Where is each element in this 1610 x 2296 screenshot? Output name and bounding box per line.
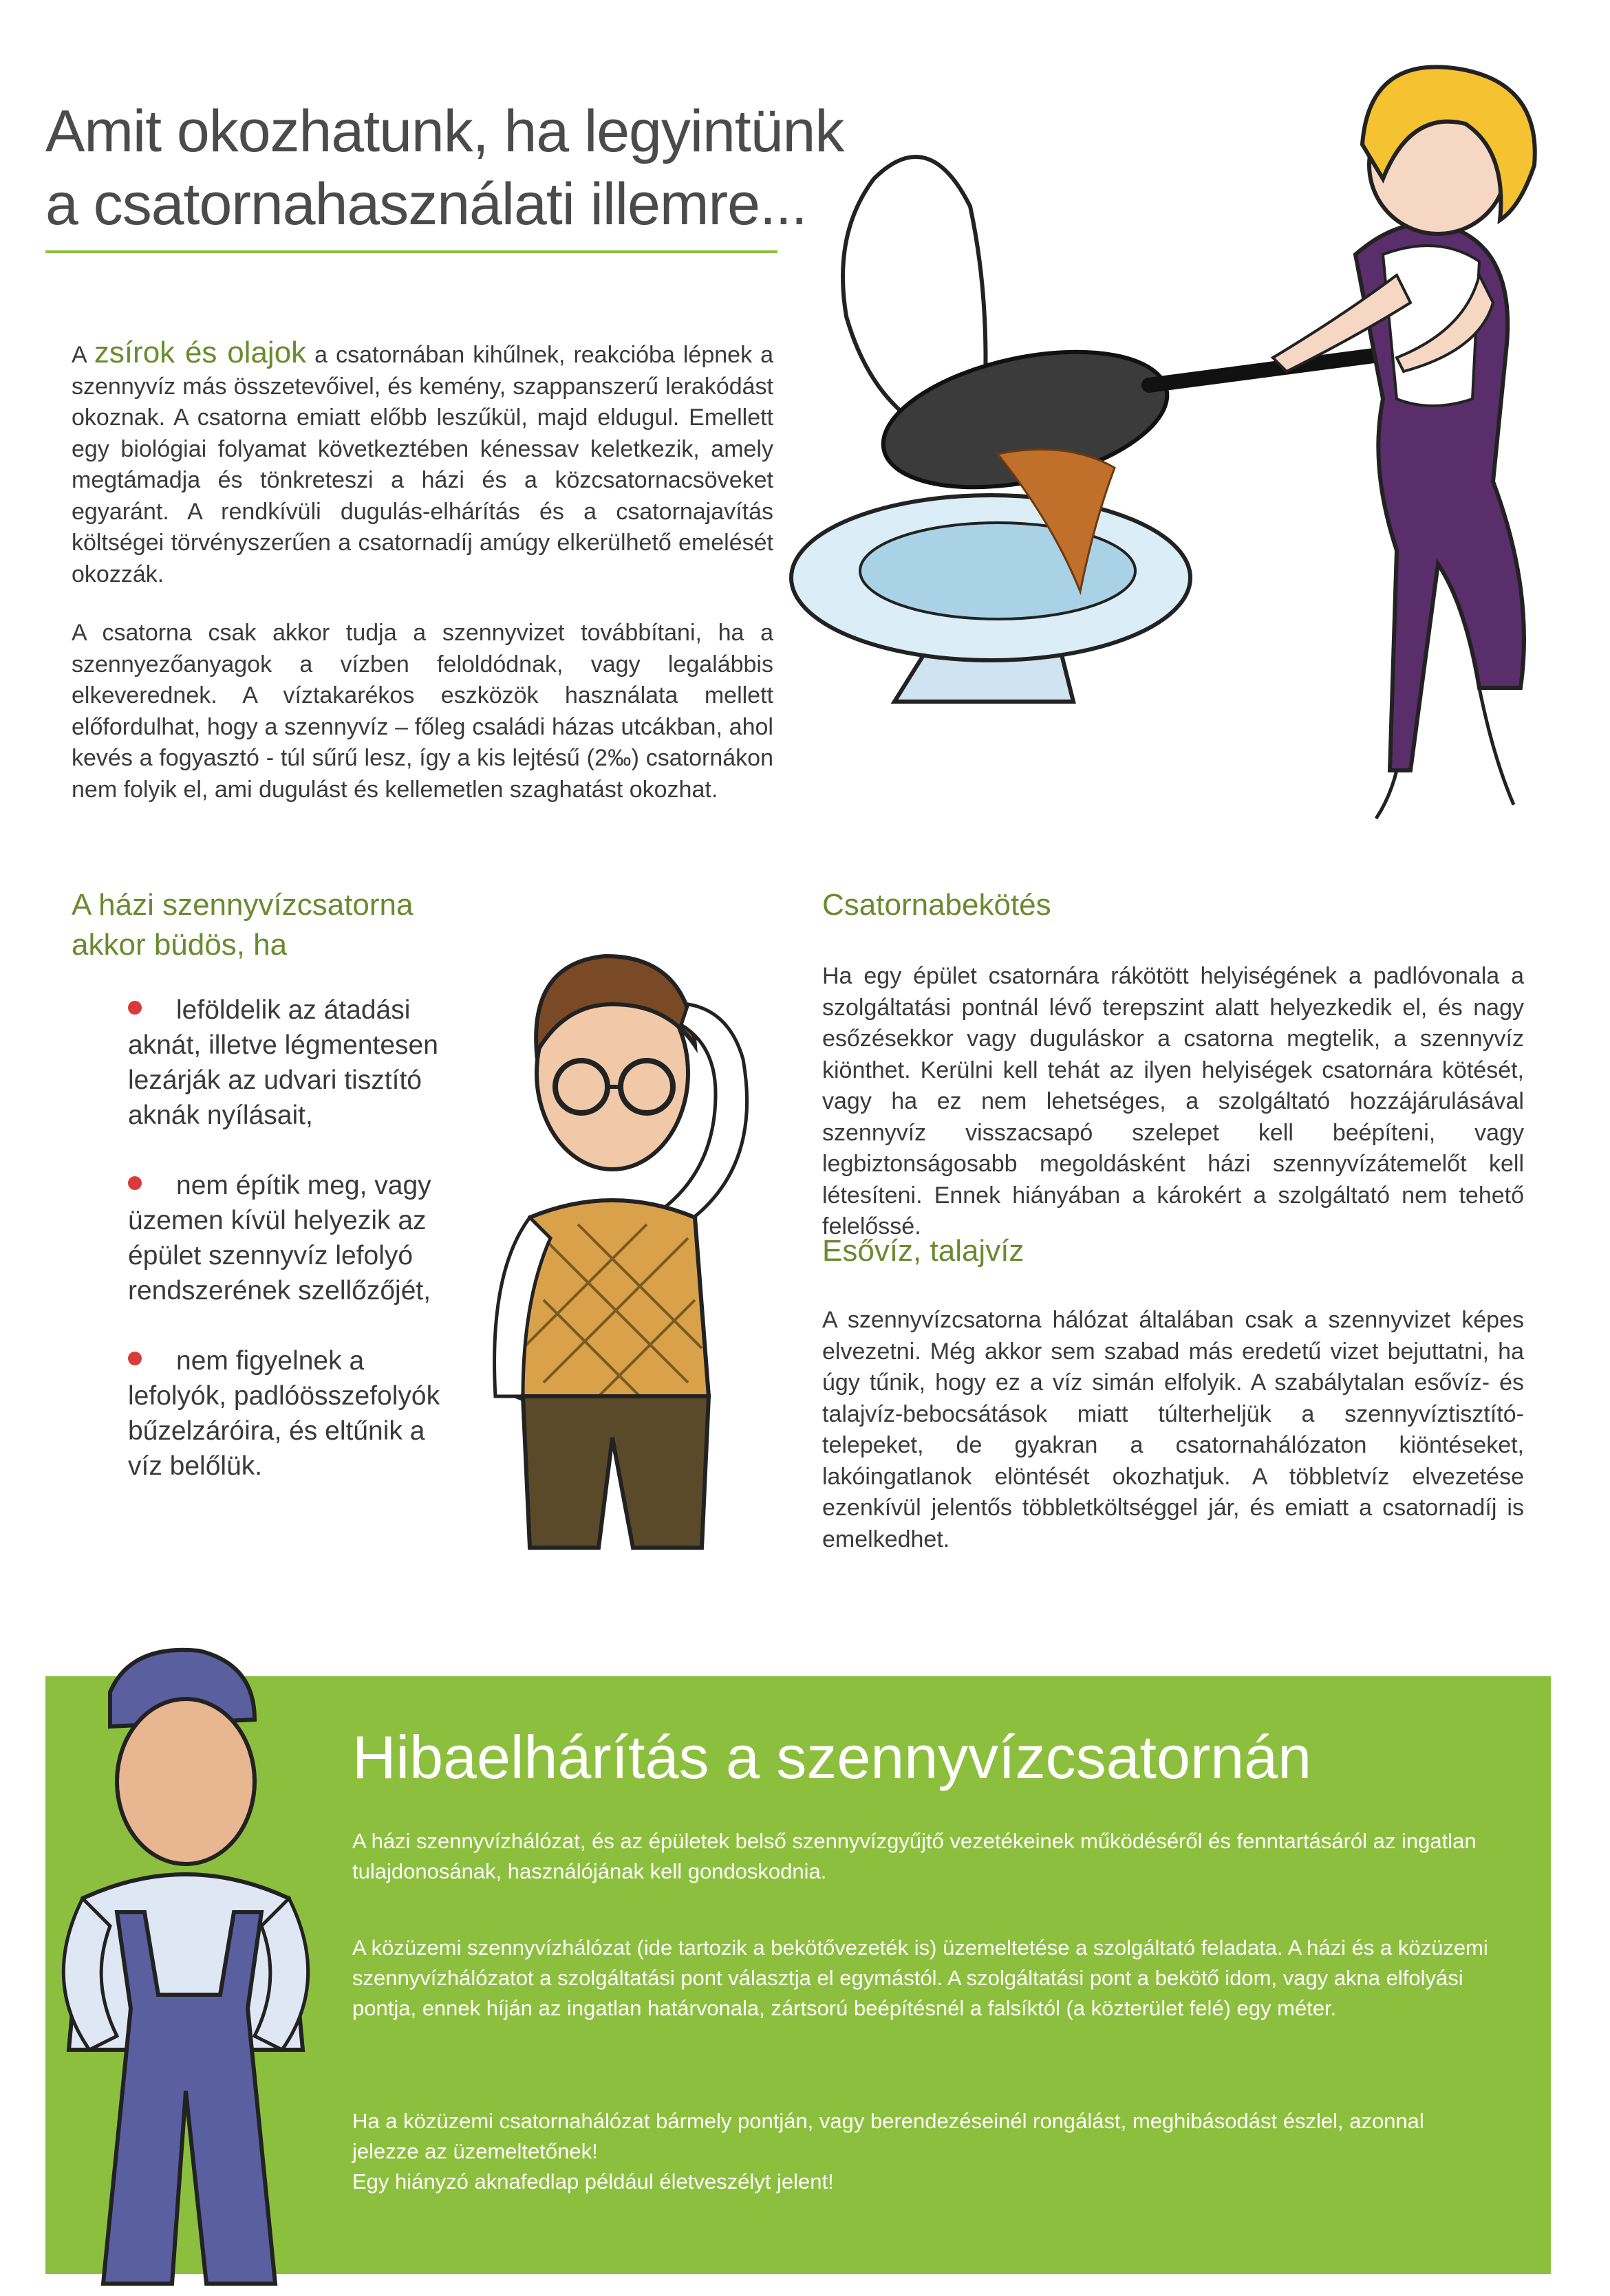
woman-toilet-illustration	[791, 28, 1582, 839]
page-title-line2: a csatornahasználati illemre...	[45, 171, 807, 237]
troubleshooting-heading: Hibaelhárítás a szennyvízcsatornán	[352, 1723, 1312, 1791]
intro-highlight: zsírok és olajok	[94, 336, 307, 369]
rain-heading: Esővíz, talajvíz	[822, 1234, 1024, 1268]
intro-paragraph-1	[72, 337, 773, 590]
smell-heading	[72, 885, 498, 965]
list-item	[128, 993, 451, 1133]
troubleshooting-paragraph-2: A közüzemi szennyvízhálózat (ide tartozik a bekötővezeték is) üzemeltetése a szolgáltató feladata. A házi és a közüzemi szennyvízhálózatot a szolgáltatási pont választja el egymástól. A szolgáltatási pont a bekötő idom, vagy akna elfolyási pontja, ennek híján az ingatlan határvonala, zártsorú beépítésnél a falsíktól (a közterület felé) egy méter.	[352, 1936, 1488, 2020]
intro-rest: a csatornában kihűlnek, reakcióba lépnek a szennyvíz más összetevőivel, és kemény, szappanszerű lerakódást okoznak. A csatorna emiatt előbb leszűkül, majd eldugul. Emellett egy biológiai folyamat következtében kénessav keletkezik, amely megtámadja és tönkreteszi a házi és a közcsatornacsöveket egyaránt. A rendkívüli dugulás-elhárítás és a csatornajavítás költségei törvényszerűen a csatornadíj amúgy elkerülhető emelését okozzák.	[72, 342, 773, 587]
smell-bullet-list	[128, 993, 451, 1519]
intro-paragraph-2: A csatorna csak akkor tudja a szennyvizet továbbítani, ha a szennyezőanyagok a vízben feloldódnak, vagy legalábbis elkeverednek. A víztakarékos eszközök használata mellett előfordulhat, hogy a szennyvíz – főleg családi házas utcákban, ahol kevés a fogyasztó - túl sűrű lesz, így a kis lejtésű (2‰) csatornákon nem folyik el, ami dugulást és kellemetlen szaghatást okozhat.	[72, 620, 773, 803]
bullet-text: leföldelik az átadási aknát, illetve légmentesen lezárják az udvari tisztító aknák nyílásait,	[128, 995, 438, 1130]
troubleshooting-paragraph-1: A házi szennyvízhálózat, és az épületek belső szennyvízgyűjtő vezetékeinek működéséről és fenntartásáról az ingatlan tulajdonosának, használójának kell gondoskodnia.	[352, 1829, 1477, 1883]
bullet-text: nem építik meg, vagy üzemen kívül helyezik az épület szennyvíz lefolyó rendszerének szellőzőjét,	[128, 1171, 431, 1306]
puzzled-man-illustration	[440, 915, 798, 1568]
list-item	[128, 1343, 451, 1484]
bullet-dot-icon	[128, 1176, 142, 1190]
troubleshooting-p3-line1: Ha a közüzemi csatornahálózat bármely pontján, vagy berendezéseinél rongálást, meghibásodást észlel, azonnal jelezze az üzemeltetőnek!	[352, 2109, 1424, 2163]
bullet-text: nem figyelnek a lefolyók, padlóösszefolyók bűzelzáróira, és eltűnik a víz belőlük.	[128, 1346, 440, 1481]
bullet-dot-icon	[128, 1352, 142, 1365]
smell-heading-line2: akkor büdös, ha	[72, 928, 288, 962]
title-underline	[45, 250, 777, 253]
page-title-line1: Amit okozhatunk, ha legyintünk	[45, 98, 844, 164]
connection-paragraph: Ha egy épület csatornára rákötött helyiségének a padlóvonala a szolgáltatási pontnál lévő terepszint alatt helyezkedik el, és nagy esőzésekkor vagy duguláskor a csatorna megtelik, a szennyvíz kiönthet. Kerülni kell tehát az ilyen helyiségek csatornára kötését, vagy ha ez nem lehetséges, a szolgáltató hozzájárulásával szennyvíz visszacsapó szelepet kell beépíteni, vagy legbiztonságosabb megoldásként házi szennyvízátemelőt kell létesíteni. Ennek hiányában a károkért a szolgáltató nem tehető felelőssé.	[822, 963, 1524, 1239]
rain-paragraph: A szennyvízcsatorna hálózat általában csak a szennyvizet képes elvezetni. Még akkor sem szabad más eredetű vizet bejuttatni, ha úgy tűnik, hogy ez a víz simán elfolyik. A szabálytalan esővíz- és talajvíz-bebocsátások miatt túlterheljük a szennyvíztisztító-telepeket, de gyakran a csatornahálózaton kiöntéseket, lakóingatlanok elöntését okozhatjuk. A többletvíz elvezetése ezenkívül jelentős többletköltséggel jár, és emiatt a csatornadíj is emelkedhet.	[822, 1307, 1524, 1552]
connection-heading: Csatornabekötés	[822, 888, 1051, 922]
bullet-dot-icon	[128, 1001, 142, 1015]
troubleshooting-paragraph-3	[352, 2106, 1494, 2197]
troubleshooting-p3-line2: Egy hiányzó aknafedlap például életveszélyt jelent!	[352, 2169, 834, 2194]
worker-illustration	[28, 1623, 330, 2290]
intro-lead: A	[72, 342, 94, 368]
smell-heading-line1: A házi szennyvízcsatorna	[72, 888, 414, 922]
list-item	[128, 1168, 451, 1308]
